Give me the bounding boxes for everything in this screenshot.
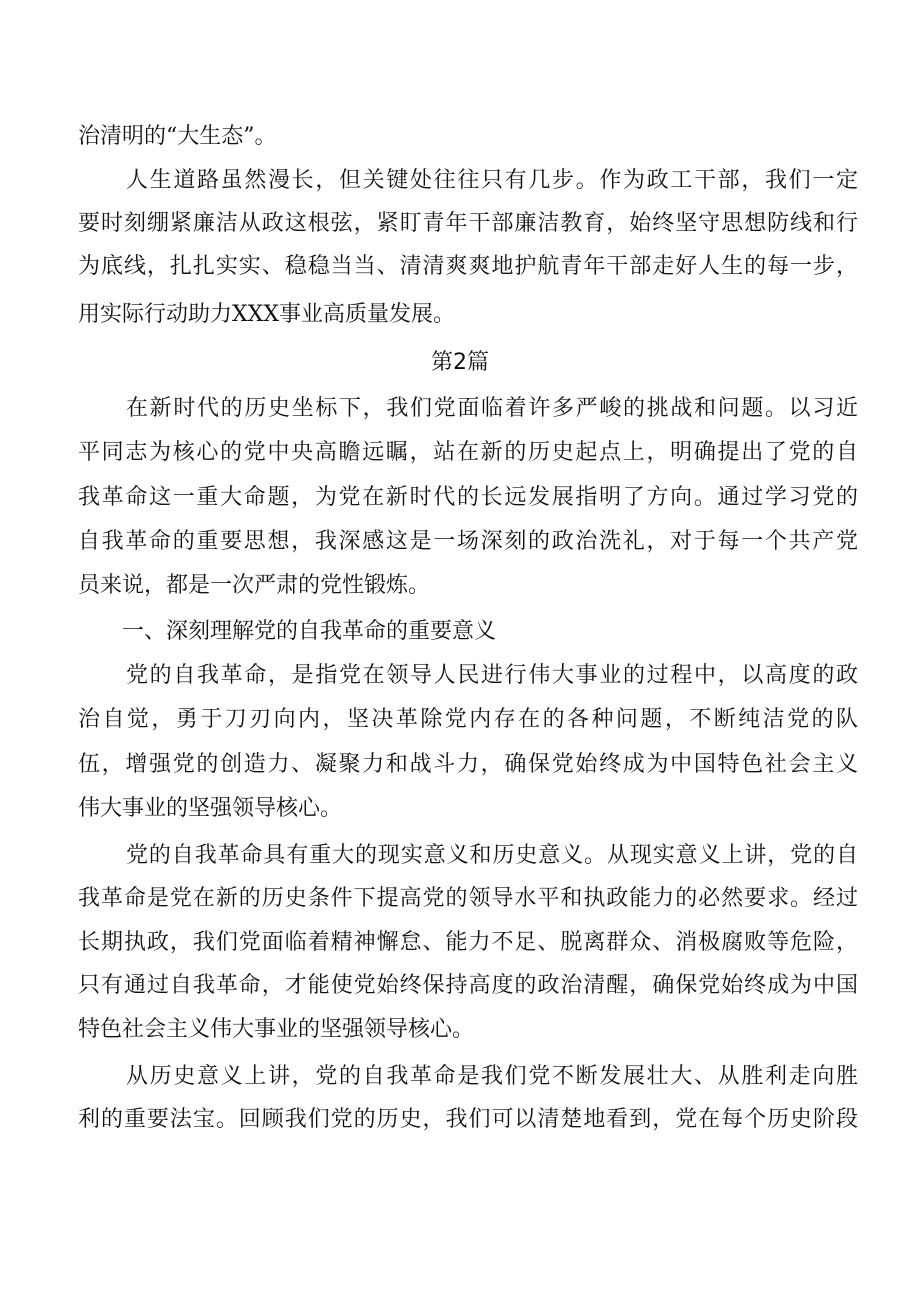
text-line: 利的重要法宝。回顾我们党的历史，我们可以清楚地看到，党在每个历史阶段	[78, 1107, 858, 1132]
text-line: 党的自我革命具有重大的现实意义和历史意义。从现实意义上讲，党的自	[126, 843, 858, 868]
text-line: 要时刻绷紧廉洁从政这根弦，紧盯青年干部廉洁教育，始终坚守思想防线和行	[78, 211, 858, 236]
text-line: 我革命是党在新的历史条件下提高党的领导水平和执政能力的必然要求。经过	[78, 886, 858, 911]
text-line: 为底线，扎扎实实、稳稳当当、清清爽爽地护航青年干部走好人生的每一步，	[78, 254, 858, 279]
text-line: 员来说，都是一次严肃的党性锻炼。	[78, 573, 431, 598]
text-line: 在新时代的历史坐标下，我们党面临着许多严峻的挑战和问题。以习近	[126, 396, 858, 421]
text-line: 长期执政，我们党面临着精神懈怠、能力不足、脱离群众、消极腐败等危险，	[78, 930, 858, 955]
text-line: 只有通过自我革命，才能使党始终保持高度的政治清醒，确保党始终成为中国	[78, 973, 858, 998]
text-line: 治自觉，勇于刀刃向内，坚决革除党内存在的各种问题，不断纯洁党的队	[78, 707, 858, 732]
text-line: 我革命这一重大命题，为党在新时代的长远发展指明了方向。通过学习党的	[78, 485, 858, 510]
text-line: 平同志为核心的党中央高瞻远瞩，站在新的历史起点上，明确提出了党的自	[78, 440, 858, 465]
text-line: 伍，增强党的创造力、凝聚力和战斗力，确保党始终成为中国特色社会主义	[78, 752, 858, 777]
text-line: 治清明的“大生态”。	[78, 124, 277, 149]
text-line: 从历史意义上讲，党的自我革命是我们党不断发展壮大、从胜利走向胜	[126, 1064, 858, 1089]
text-line: 人生道路虽然漫长，但关键处往往只有几步。作为政工干部，我们一定	[126, 168, 858, 193]
text-line: 特色社会主义伟大事业的坚强领导核心。	[78, 1017, 475, 1042]
text-line: 自我革命的重要思想，我深感这是一场深刻的政治洗礼，对于每一个共产党	[78, 529, 858, 554]
section-title: 第2篇	[431, 350, 489, 375]
text-line: 党的自我革命，是指党在领导人民进行伟大事业的过程中，以高度的政	[126, 663, 858, 688]
subheading: 一、深刻理解党的自我革命的重要意义	[122, 619, 497, 644]
text-line: 用实际行动助力XXX事业高质量发展。	[78, 302, 455, 327]
text-line: 伟大事业的坚强领导核心。	[78, 796, 343, 821]
